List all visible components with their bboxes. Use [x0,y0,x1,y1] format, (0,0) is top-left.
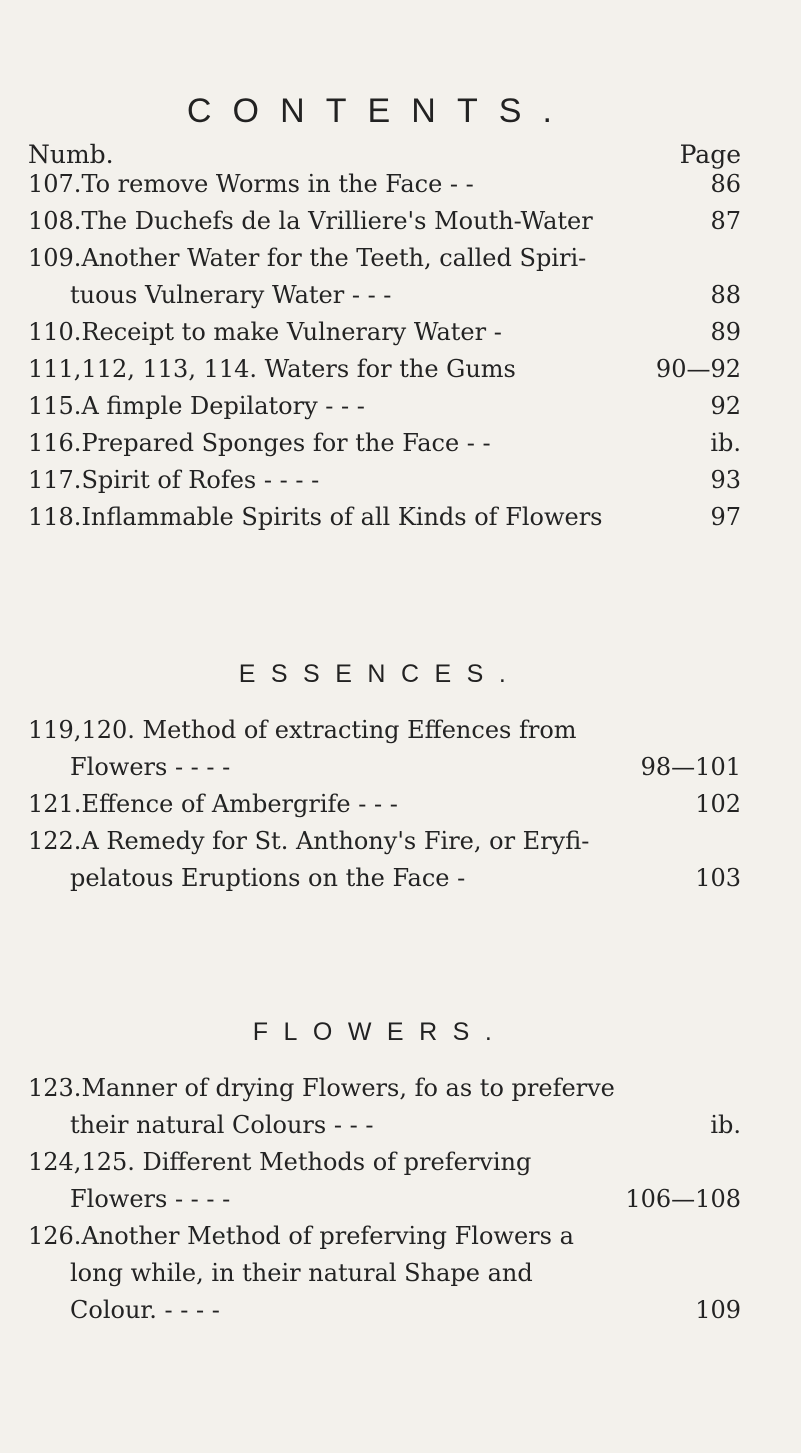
entry-121 [28,786,741,823]
entry-page: 102 [695,790,741,818]
entry-title: 112, 113, 114. Waters for the Gums [81,355,516,383]
entry-title-continued: pelatous Eruptions on the Face - [70,864,466,892]
entry-title: The Duchefs de la Vrilliere's Mouth-Water [81,207,593,235]
flowers-heading: FLOWERS. [252,1018,508,1046]
entry-page: 93 [710,466,741,494]
entry-title: Spirit of Rofes - - - - [81,466,320,494]
entry-page: 87 [710,207,741,235]
entry-number: 119, [28,716,82,744]
entry-title-continued: their natural Colours - - - [70,1111,374,1139]
entry-115 [28,388,741,425]
entry-page: 89 [710,318,741,346]
entry-title: Another Water for the Teeth, called Spiri- [81,244,587,272]
entry-107 [28,166,741,203]
entry-page: 97 [710,503,741,531]
entry-page: 86 [710,170,741,198]
entry-page: 90—92 [655,355,741,383]
entry-number: 118. [28,503,82,531]
entry-number: 121. [28,790,82,818]
entry-number: 117. [28,466,82,494]
entry-page: ib. [710,1111,741,1139]
entry-116 [28,425,741,462]
entry-page: 106—108 [625,1185,741,1213]
entry-number: 110. [28,318,82,346]
page-column-header: Page [679,140,741,169]
entry-119-120 [28,712,741,786]
entry-page: ib. [710,429,741,457]
entry-126 [28,1218,741,1329]
entry-title: A Remedy for St. Anthony's Fire, or Eryfi- [81,827,590,855]
entry-page: 103 [695,864,741,892]
entry-117 [28,462,741,499]
entry-title-continued: tuous Vulnerary Water - - - [70,281,392,309]
entry-title-continued: Colour. - - - - [70,1296,220,1324]
entry-title: A fimple Depilatory - - - [81,392,365,420]
entry-title: To remove Worms in the Face - - [81,170,474,198]
essences-heading: ESSENCES. [238,660,522,688]
entry-title: Inflammable Spirits of all Kinds of Flowers [81,503,603,531]
entry-108 [28,203,741,240]
entry-number: 107. [28,170,82,198]
entry-title: Prepared Sponges for the Face - - [81,429,491,457]
entry-124-125 [28,1144,741,1218]
entry-title-continued: Flowers - - - - [70,1185,231,1213]
entry-number: 111, [28,355,82,383]
numb-column-header: Numb. [28,140,114,169]
contents-heading: CONTENTS. [186,92,574,130]
entry-110 [28,314,741,351]
entry-page: 92 [710,392,741,420]
entry-number: 123. [28,1074,82,1102]
entry-page: 109 [695,1296,741,1324]
entry-number: 109. [28,244,82,272]
entry-111-114 [28,351,741,388]
entry-122 [28,823,741,897]
entry-number: 115. [28,392,82,420]
entry-number: 108. [28,207,82,235]
entry-number: 122. [28,827,82,855]
entry-title: Manner of drying Flowers, fo as to preferve [81,1074,615,1102]
entry-number: 116. [28,429,82,457]
entry-title: 125. Different Methods of preferving [81,1148,532,1176]
entry-title: Effence of Ambergrife - - - [81,790,398,818]
entry-title: 120. Method of extracting Effences from [81,716,577,744]
entry-title: Another Method of preferving Flowers a [81,1222,574,1250]
entry-page: 98—101 [640,753,741,781]
entry-number: 126. [28,1222,82,1250]
entry-123 [28,1070,741,1144]
entry-118 [28,499,741,536]
entry-page: 88 [710,281,741,309]
entry-109 [28,240,741,314]
entry-title-continued: long while, in their natural Shape and [70,1259,533,1287]
entry-number: 124, [28,1148,82,1176]
entry-title-continued: Flowers - - - - [70,753,231,781]
entry-title: Receipt to make Vulnerary Water - [81,318,502,346]
